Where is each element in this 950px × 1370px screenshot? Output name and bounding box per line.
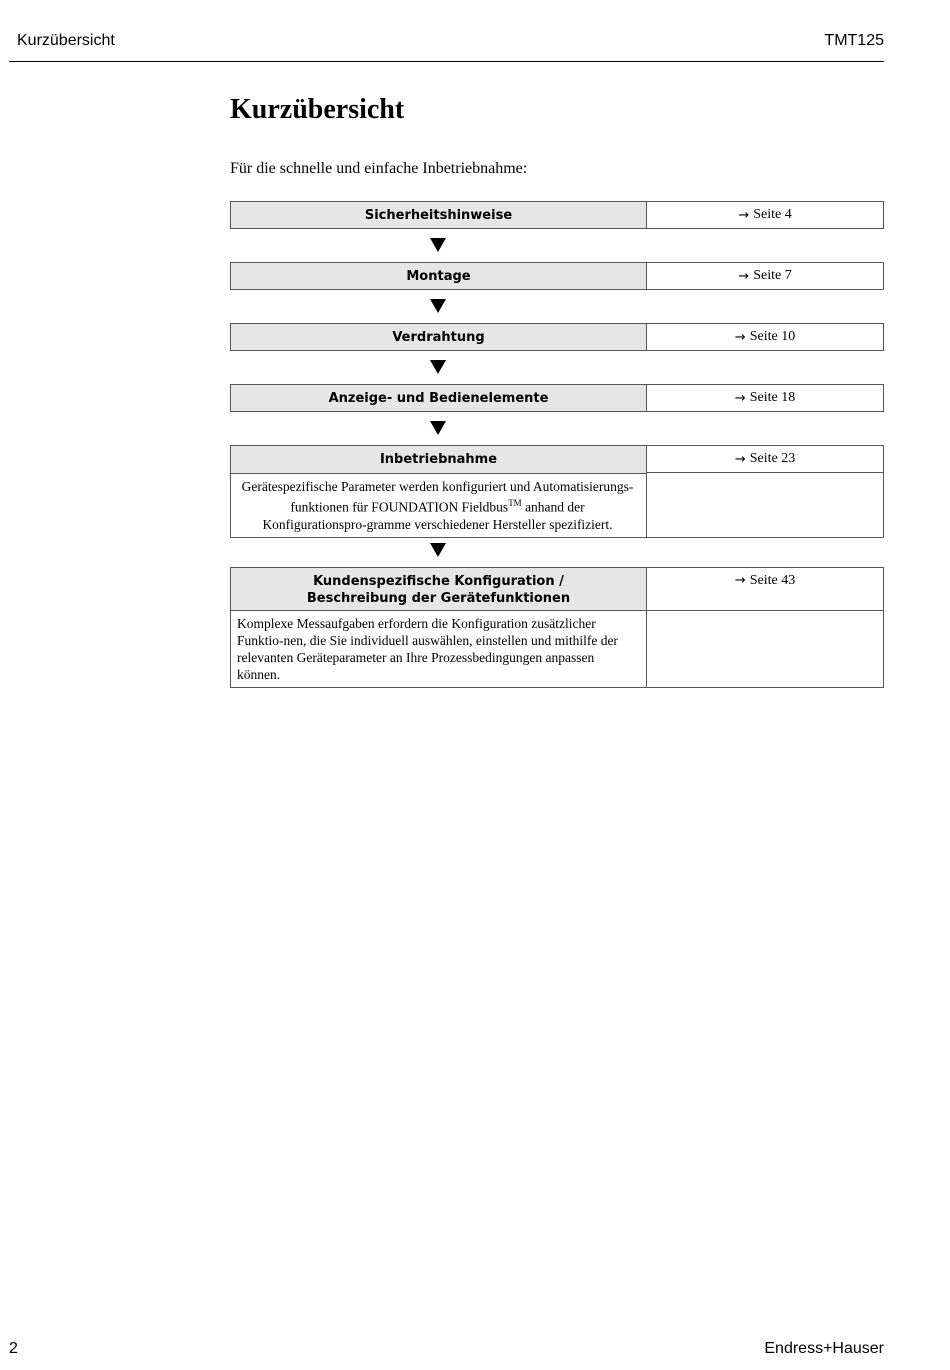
page-reference-link[interactable]	[647, 263, 883, 289]
step-description: Komplexe Messaufgaben erfordern die Konfiguration zusätzlicher Funktio-nen, die Sie individuell auswählen, einstellen und mithilfe der relevanten Geräteparameter an Ihre Prozessbedingungen anpassen können.	[231, 611, 647, 687]
arrow-down-icon	[430, 360, 446, 374]
step-title-line-1: Kundenspezifische Konfiguration /	[313, 574, 564, 589]
page-header	[9, 30, 884, 62]
page-reference-link[interactable]	[647, 385, 883, 411]
step-inbetriebnahme	[230, 445, 884, 538]
page-reference-label: Seite 43	[749, 573, 796, 588]
page-reference-label: Seite 18	[749, 390, 796, 405]
arrow-down-icon	[430, 543, 446, 557]
page-reference-link[interactable]	[647, 324, 883, 350]
step-title: Sicherheitshinweise	[231, 202, 647, 228]
intro-text: Für die schnelle und einfache Inbetriebnahme:	[230, 160, 528, 177]
step-title: Verdrahtung	[231, 324, 647, 350]
arrow-right-icon: →	[738, 207, 750, 223]
page-title: Kurzübersicht	[230, 94, 405, 125]
arrow-right-icon: →	[734, 451, 746, 467]
page-reference-label: Seite 4	[753, 207, 792, 222]
step-montage	[230, 262, 884, 290]
page-number: 2	[9, 1340, 18, 1357]
page-reference-label: Seite 7	[753, 268, 792, 283]
page-reference-label: Seite 23	[749, 451, 796, 466]
step-title-line-2: Beschreibung der Gerätefunktionen	[306, 591, 571, 606]
page-reference-label: Seite 10	[749, 329, 796, 344]
brand-name: Endress+Hauser	[764, 1340, 884, 1357]
empty-cell	[647, 611, 883, 687]
step-title: Montage	[231, 263, 647, 289]
arrow-right-icon: →	[734, 573, 746, 588]
step-title: Inbetriebnahme	[231, 446, 647, 474]
arrow-down-icon	[430, 238, 446, 252]
arrow-right-icon: →	[734, 329, 746, 345]
step-title	[231, 568, 647, 611]
header-section-title: Kurzübersicht	[17, 32, 115, 49]
step-anzeige	[230, 384, 884, 412]
empty-cell	[647, 474, 883, 537]
arrow-down-icon	[430, 299, 446, 313]
step-kundenspezifisch	[230, 567, 884, 688]
step-description: Gerätespezifische Parameter werden konfiguriert und Automatisierungs-funktionen für FOUNDATION Fieldbus™ anhand der Konfigurationspro-gramme verschiedener Hersteller spezifiziert.	[231, 474, 647, 537]
arrow-right-icon: →	[738, 268, 750, 284]
arrow-down-icon	[430, 421, 446, 435]
page-reference-link[interactable]	[647, 568, 883, 611]
header-product-name: TMT125	[824, 32, 884, 49]
step-title: Anzeige- und Bedienelemente	[231, 385, 647, 411]
step-safety	[230, 201, 884, 229]
step-verdrahtung	[230, 323, 884, 351]
page-reference-link[interactable]	[647, 446, 883, 473]
page-reference-link[interactable]	[647, 202, 883, 228]
arrow-right-icon: →	[734, 390, 746, 406]
